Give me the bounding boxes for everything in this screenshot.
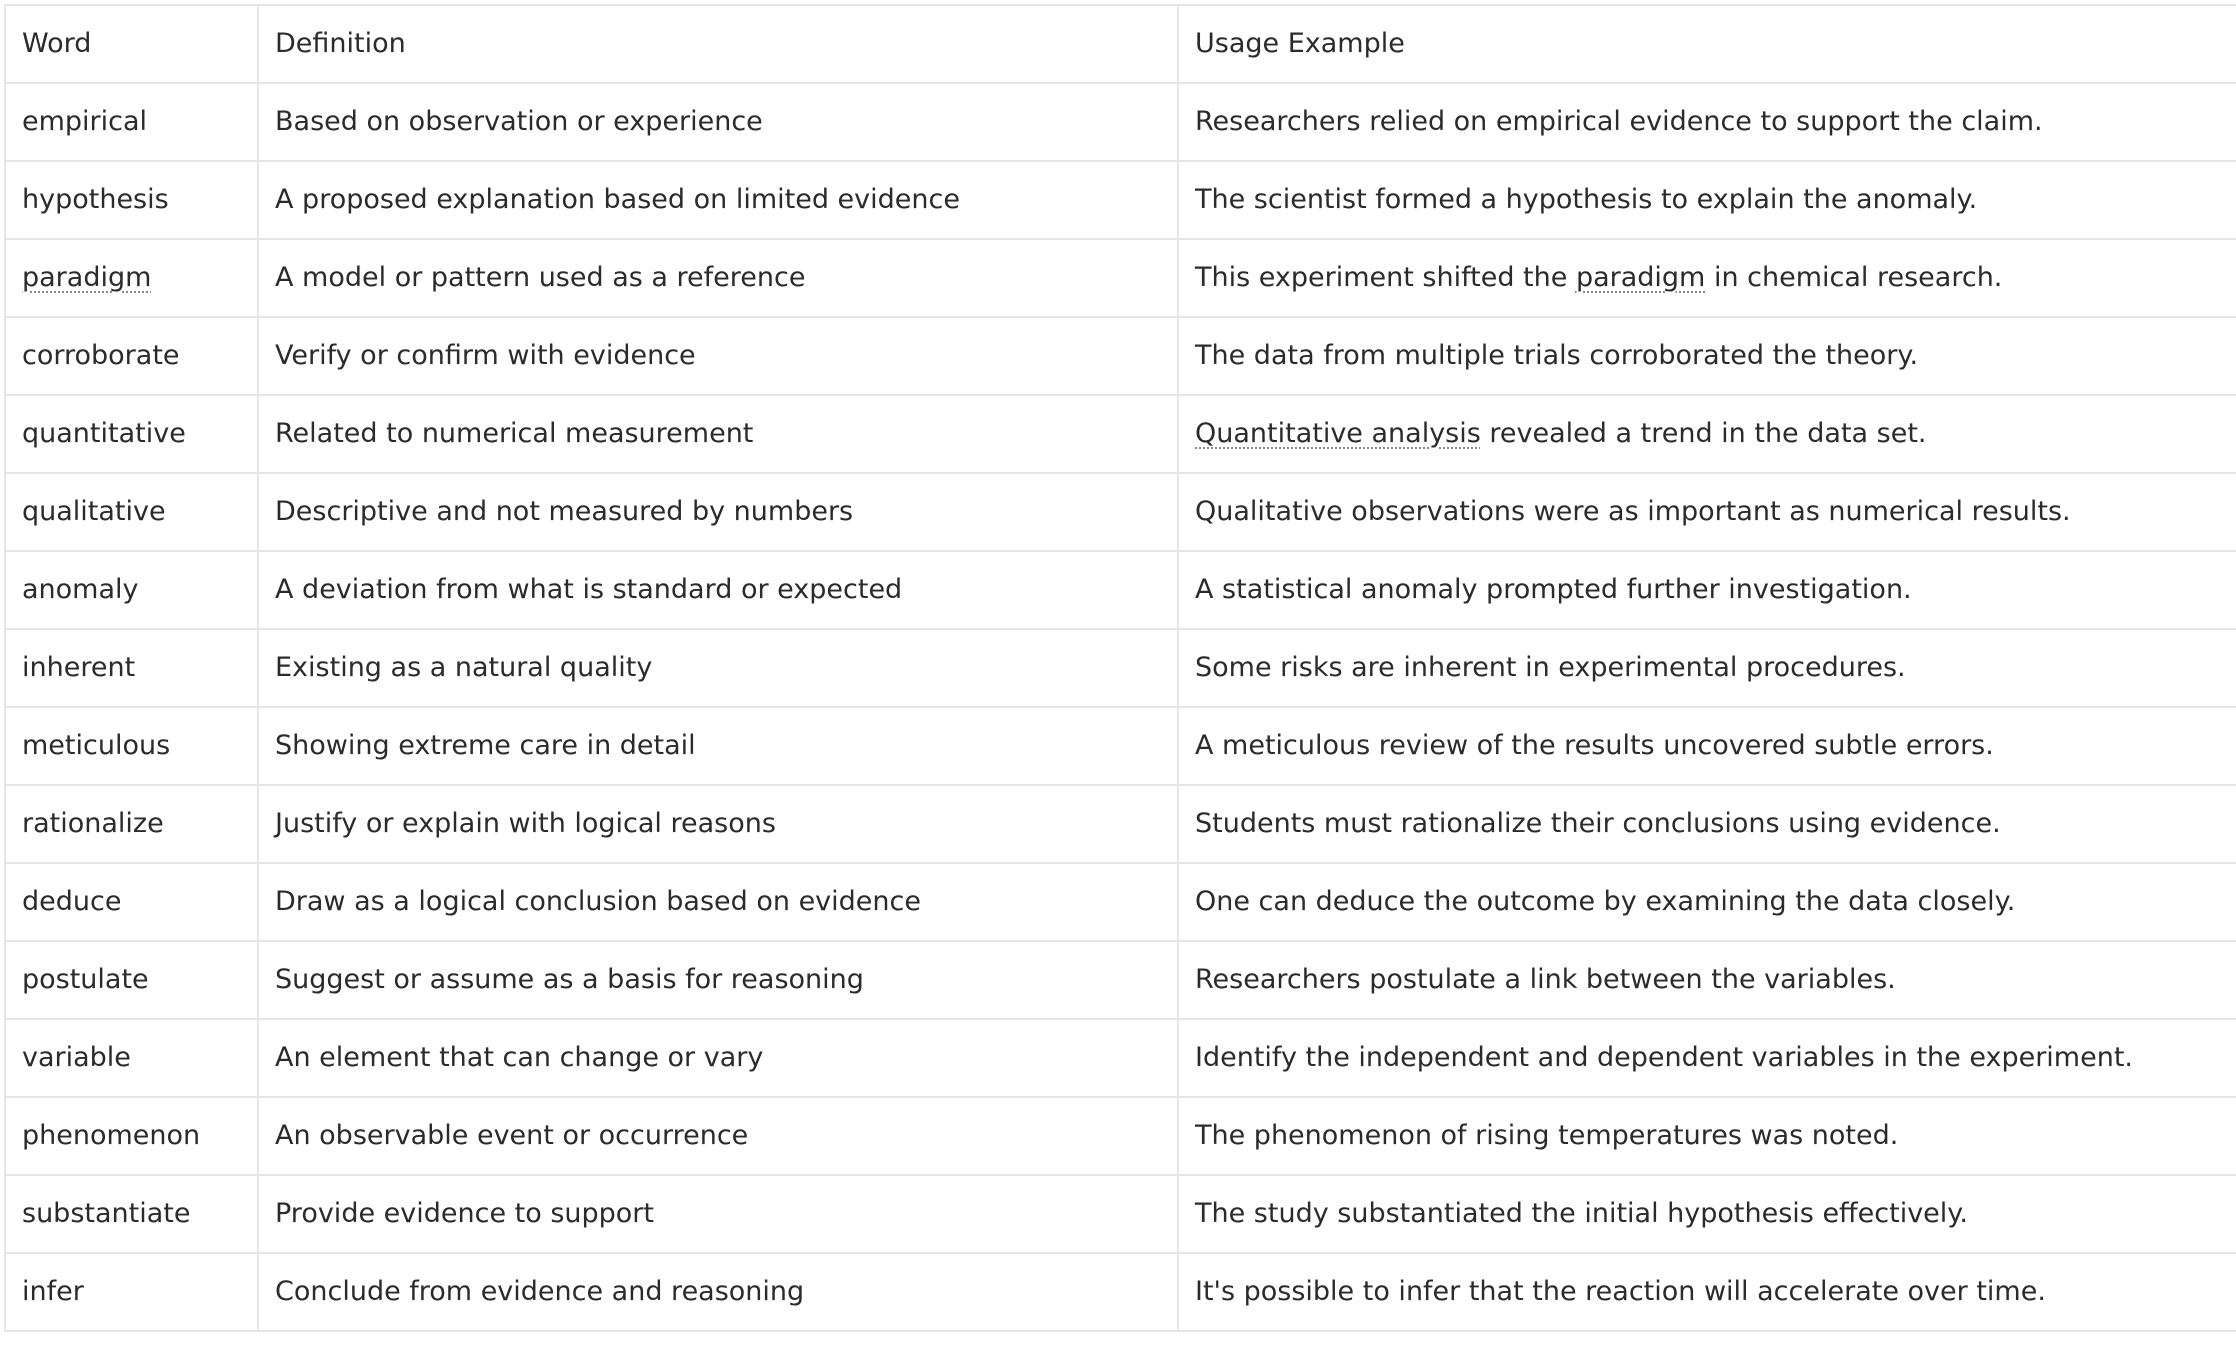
column-header-word: Word [5, 5, 258, 83]
word-cell: deduce [5, 863, 258, 941]
column-header-definition: Definition [258, 5, 1178, 83]
usage-cell: The phenomenon of rising temperatures was noted. [1178, 1097, 2236, 1175]
table-row [5, 785, 2236, 863]
spellcheck-flagged-word[interactable]: paradigm [1575, 261, 1706, 293]
table-row [5, 941, 2236, 1019]
word-cell: hypothesis [5, 161, 258, 239]
usage-cell: A statistical anomaly prompted further investigation. [1178, 551, 2236, 629]
usage-text: revealed a trend in the data set. [1480, 417, 1927, 449]
table-row [5, 83, 2236, 161]
definition-cell: A model or pattern used as a reference [258, 239, 1178, 317]
usage-cell: Qualitative observations were as important as numerical results. [1178, 473, 2236, 551]
table-row [5, 161, 2236, 239]
usage-cell: Researchers postulate a link between the variables. [1178, 941, 2236, 1019]
definition-cell: Provide evidence to support [258, 1175, 1178, 1253]
usage-text: This experiment shifted the [1195, 261, 1576, 293]
word-cell: variable [5, 1019, 258, 1097]
spellcheck-flagged-phrase[interactable]: Quantitative analysis [1195, 417, 1481, 449]
table-header-row [5, 5, 2236, 83]
definition-cell: Suggest or assume as a basis for reasoning [258, 941, 1178, 1019]
table-row [5, 395, 2236, 473]
word-cell: qualitative [5, 473, 258, 551]
word-cell: meticulous [5, 707, 258, 785]
usage-cell: Students must rationalize their conclusions using evidence. [1178, 785, 2236, 863]
usage-cell: The study substantiated the initial hypothesis effectively. [1178, 1175, 2236, 1253]
table-row [5, 551, 2236, 629]
definition-cell: Based on observation or experience [258, 83, 1178, 161]
table-row [5, 863, 2236, 941]
definition-cell: Showing extreme care in detail [258, 707, 1178, 785]
word-cell: empirical [5, 83, 258, 161]
usage-cell [1178, 395, 2236, 473]
table-row [5, 1019, 2236, 1097]
usage-text: in chemical research. [1705, 261, 2003, 293]
table-row [5, 473, 2236, 551]
definition-cell: Draw as a logical conclusion based on evidence [258, 863, 1178, 941]
table-row [5, 317, 2236, 395]
table-row [5, 1253, 2236, 1331]
usage-cell: Some risks are inherent in experimental procedures. [1178, 629, 2236, 707]
word-cell: substantiate [5, 1175, 258, 1253]
table-row [5, 1097, 2236, 1175]
definition-cell: An element that can change or vary [258, 1019, 1178, 1097]
definition-cell: A deviation from what is standard or expected [258, 551, 1178, 629]
usage-cell: A meticulous review of the results uncovered subtle errors. [1178, 707, 2236, 785]
usage-cell: Researchers relied on empirical evidence to support the claim. [1178, 83, 2236, 161]
table-row [5, 629, 2236, 707]
usage-cell: The scientist formed a hypothesis to explain the anomaly. [1178, 161, 2236, 239]
word-cell: phenomenon [5, 1097, 258, 1175]
word-cell: corroborate [5, 317, 258, 395]
definition-cell: Justify or explain with logical reasons [258, 785, 1178, 863]
usage-cell: One can deduce the outcome by examining the data closely. [1178, 863, 2236, 941]
definition-cell: An observable event or occurrence [258, 1097, 1178, 1175]
vocabulary-table-container [4, 4, 2236, 1332]
table-row [5, 1175, 2236, 1253]
usage-cell [1178, 239, 2236, 317]
word-cell: quantitative [5, 395, 258, 473]
definition-cell: Conclude from evidence and reasoning [258, 1253, 1178, 1331]
usage-cell: Identify the independent and dependent variables in the experiment. [1178, 1019, 2236, 1097]
word-cell: inherent [5, 629, 258, 707]
usage-cell: The data from multiple trials corroborated the theory. [1178, 317, 2236, 395]
table-row [5, 707, 2236, 785]
word-cell: postulate [5, 941, 258, 1019]
definition-cell: Related to numerical measurement [258, 395, 1178, 473]
word-cell: infer [5, 1253, 258, 1331]
usage-cell: It's possible to infer that the reaction will accelerate over time. [1178, 1253, 2236, 1331]
spellcheck-flagged-word[interactable]: paradigm [22, 261, 152, 293]
column-header-usage-example: Usage Example [1178, 5, 2236, 83]
definition-cell: Verify or confirm with evidence [258, 317, 1178, 395]
definition-cell: A proposed explanation based on limited evidence [258, 161, 1178, 239]
vocabulary-table [4, 4, 2236, 1332]
word-cell: anomaly [5, 551, 258, 629]
word-cell: rationalize [5, 785, 258, 863]
table-row [5, 239, 2236, 317]
word-cell [5, 239, 258, 317]
definition-cell: Descriptive and not measured by numbers [258, 473, 1178, 551]
definition-cell: Existing as a natural quality [258, 629, 1178, 707]
